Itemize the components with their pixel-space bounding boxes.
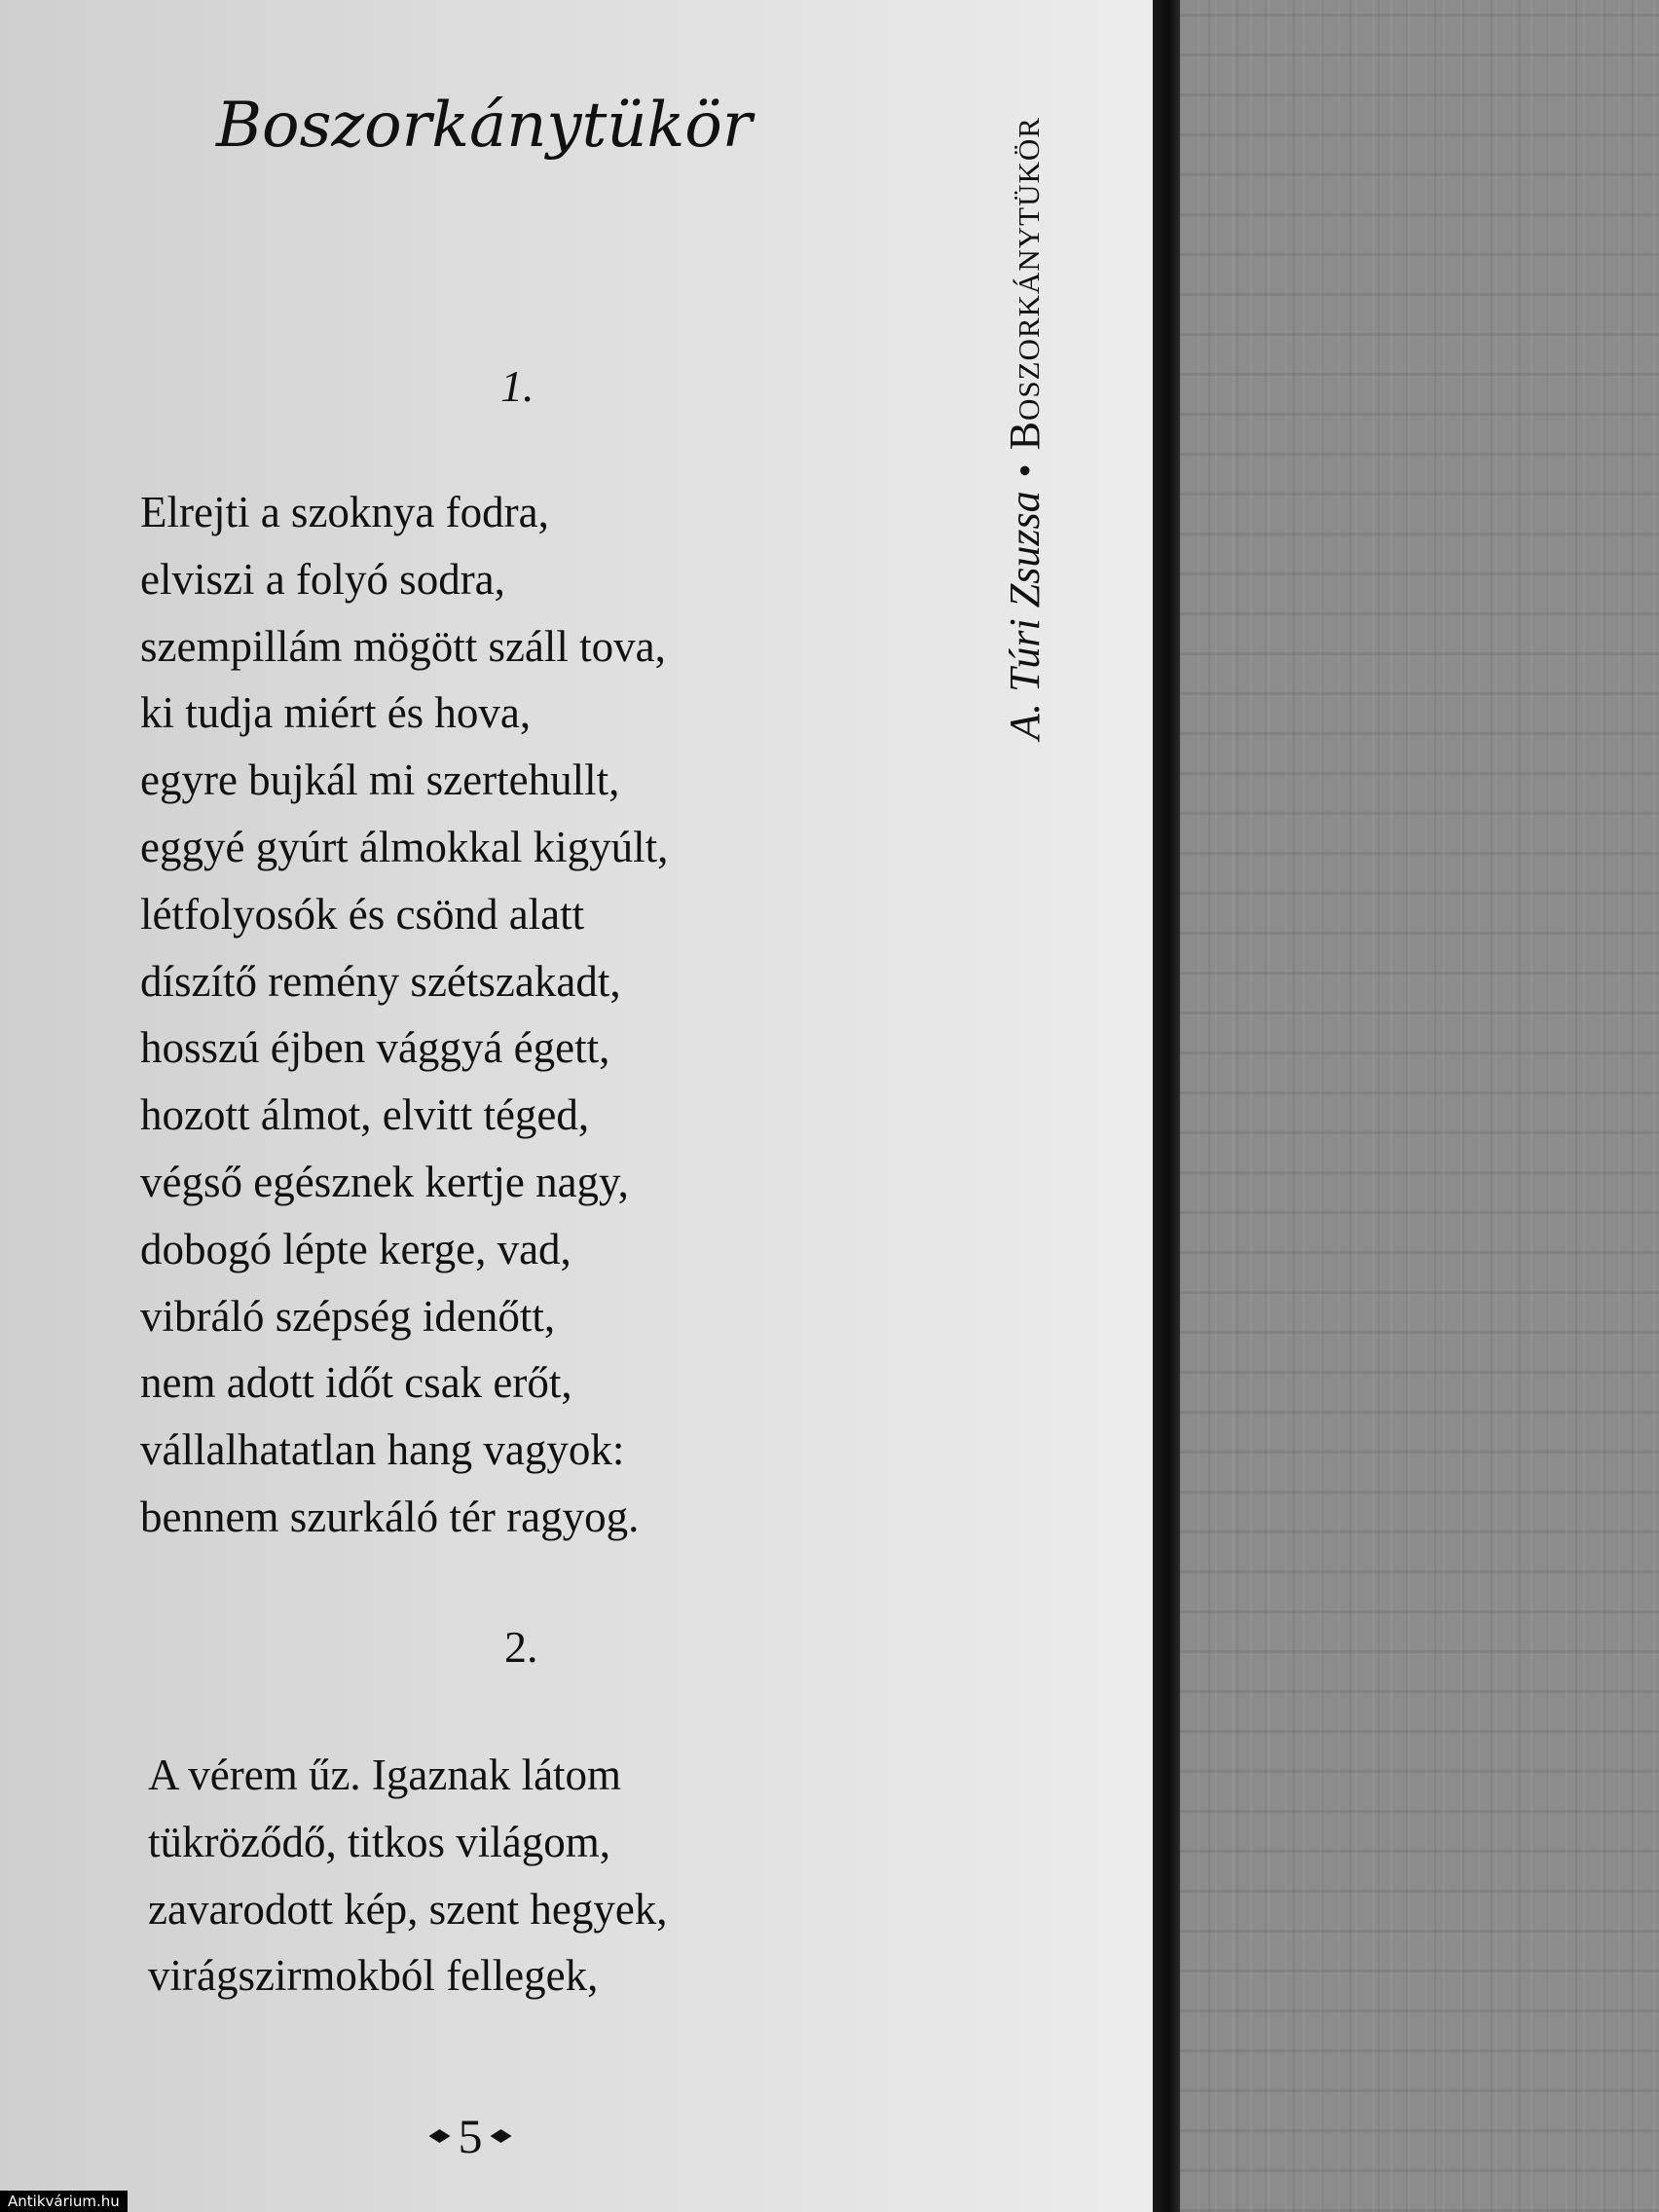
- poem-line: tükröződő, titkos világom,: [148, 1817, 610, 1866]
- ornament-left-icon: [429, 2129, 451, 2143]
- poem-line: ki tudja miért és hova,: [140, 688, 532, 738]
- poem-line: egyre bujkál mi szertehullt,: [140, 756, 620, 805]
- poem-line: bennem szurkáló tér ragyog.: [140, 1492, 640, 1541]
- poem-line: hosszú éjben vággyá égett,: [140, 1023, 610, 1073]
- poem-line: Elrejti a szoknya fodra,: [140, 488, 549, 536]
- poem-line: elviszi a folyó sodra,: [140, 554, 505, 604]
- poem-line: eggyé gyúrt álmokkal kigyúlt,: [140, 822, 669, 871]
- watermark: Antikvárium.hu: [0, 2191, 128, 2212]
- page-edge: [1153, 0, 1180, 2212]
- poem-line: létfolyosók és csönd alatt: [140, 889, 585, 939]
- running-head-author: A. Túri Zsuzsa: [1000, 491, 1049, 740]
- running-head-title: Boszorkánytükör: [1000, 117, 1049, 451]
- poem-line: végső egésznek kertje nagy,: [140, 1157, 629, 1206]
- poem-line: zavarodott kép, szent hegyek,: [148, 1884, 668, 1934]
- stanza-1: [140, 479, 668, 1551]
- page-number: [407, 2107, 534, 2165]
- poem-line: vállalhatatlan hang vagyok:: [140, 1425, 625, 1475]
- poem-line: vibráló szépség idenőtt,: [140, 1291, 556, 1341]
- page-number-text: 5: [458, 2109, 483, 2163]
- poem-line: szempillám mögött száll tova,: [140, 621, 666, 671]
- poem-title: Boszorkánytükör: [216, 90, 753, 162]
- poem-line: virágszirmokból fellegek,: [148, 1951, 599, 2001]
- stanza-2: [148, 1742, 668, 2009]
- section-number-2: 2.: [504, 1622, 538, 1672]
- poem-line: hozott álmot, elvitt téged,: [140, 1090, 590, 1140]
- background-surface: [1180, 0, 1659, 2212]
- poem-line: díszítő remény szétszakadt,: [140, 956, 621, 1006]
- running-head-separator: •: [1002, 463, 1047, 478]
- running-head: [985, 78, 1063, 779]
- poem-line: A vérem űz. Igaznak látom: [148, 1751, 622, 1799]
- poem-line: dobogó lépte kerge, vad,: [140, 1224, 571, 1273]
- section-number-1: 1.: [500, 361, 535, 411]
- poem-line: nem adott időt csak erőt,: [140, 1358, 572, 1408]
- ornament-right-icon: [491, 2129, 512, 2143]
